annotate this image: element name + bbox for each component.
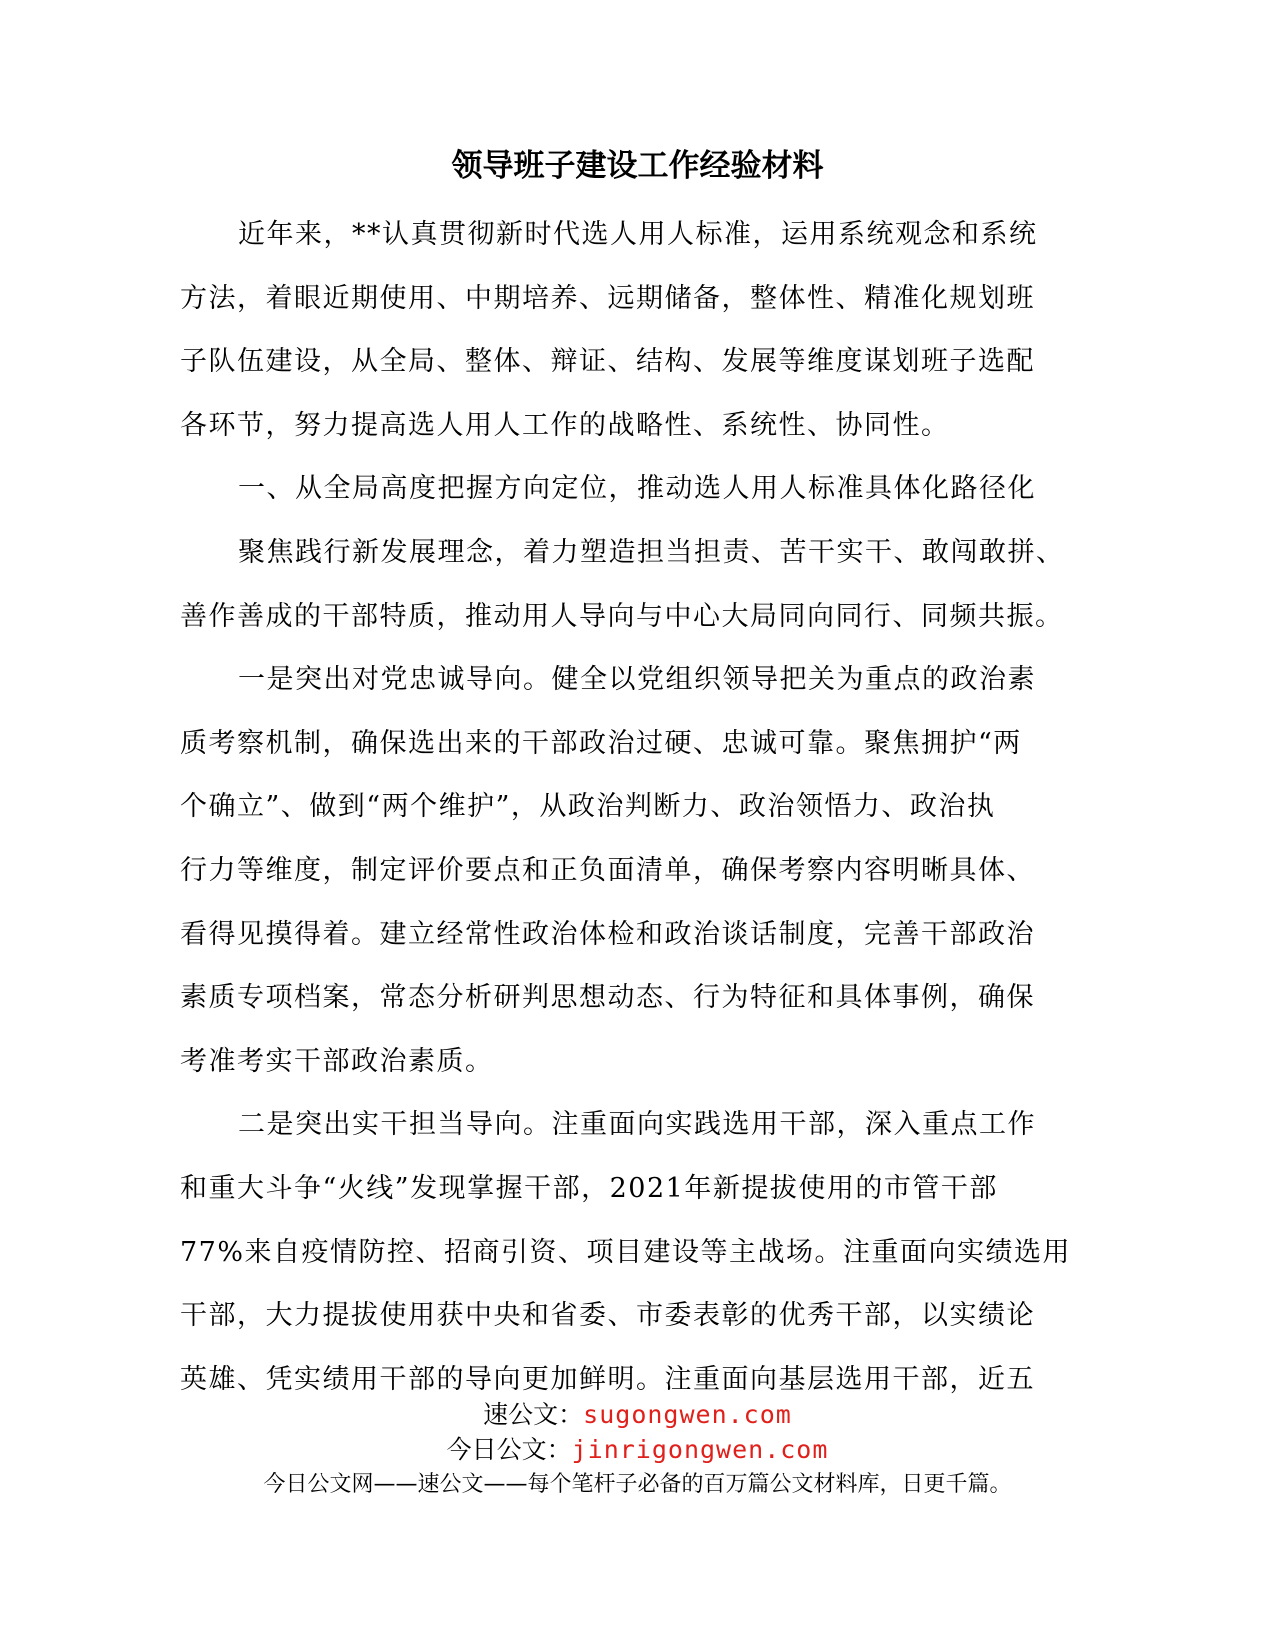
section-heading: 一、从全局高度把握方向定位，推动选人用人标准具体化路径化 (238, 473, 1036, 505)
body-line: 善作善成的干部特质，推动用人导向与中心大局同向同行、同频共振。 (180, 600, 1064, 632)
document-title: 领导班子建设工作经验材料 (451, 148, 824, 184)
footer-link-sugongwen[interactable]: sugongwen.com (583, 1400, 792, 1429)
body-line: 方法，着眼近期使用、中期培养、远期储备，整体性、精准化规划班 (180, 282, 1035, 314)
body-line: 一是突出对党忠诚导向。健全以党组织领导把关为重点的政治素 (238, 664, 1036, 696)
document-body (180, 203, 1072, 1411)
watermark-footer (0, 1398, 1275, 1502)
body-line: 77%来自疫情防控、招商引资、项目建设等主战场。注重面向实绩选用 (180, 1236, 1072, 1268)
body-line: 考准考实干部政治素质。 (180, 1045, 494, 1077)
body-line: 聚焦践行新发展理念，着力塑造担当担责、苦干实干、敢闯敢拼、 (238, 536, 1065, 568)
body-line: 各环节，努力提高选人用人工作的战略性、系统性、协同性。 (180, 409, 950, 441)
body-line: 质考察机制，确保选出来的干部政治过硬、忠诚可靠。聚焦拥护“两 (180, 727, 1022, 759)
footer-label-sugongwen: 速公文： (483, 1400, 584, 1429)
body-line: 素质专项档案，常态分析研判思想动态、行为特征和具体事例，确保 (180, 982, 1035, 1014)
footer-tagline: 今日公文网——速公文——每个笔杆子必备的百万篇公文材料库，日更千篇。 (263, 1472, 1012, 1497)
body-line: 行力等维度，制定评价要点和正负面清单，确保考察内容明晰具体、 (180, 854, 1035, 886)
body-line: 看得见摸得着。建立经常性政治体检和政治谈话制度，完善干部政治 (180, 918, 1035, 950)
body-line: 英雄、凭实绩用干部的导向更加鲜明。注重面向基层选用干部，近五 (180, 1363, 1035, 1395)
body-line: 近年来，**认真贯彻新时代选人用人标准，运用系统观念和系统 (238, 219, 1038, 250)
footer-link-jinrigongwen[interactable]: jinrigongwen.com (571, 1435, 829, 1464)
body-line: 个确立”、做到“两个维护”，从政治判断力、政治领悟力、政治执 (180, 791, 996, 823)
body-line: 和重大斗争“火线”发现掌握干部，2021年新提拔使用的市管干部 (180, 1172, 998, 1204)
body-line: 二是突出实干担当导向。注重面向实践选用干部，深入重点工作 (238, 1109, 1036, 1141)
body-line: 干部，大力提拔使用获中央和省委、市委表彰的优秀干部，以实绩论 (180, 1300, 1035, 1332)
footer-label-jinrigongwen: 今日公文： (446, 1435, 572, 1464)
footer-line-jinrigongwen (0, 1433, 1275, 1468)
body-line: 子队伍建设，从全局、整体、辩证、结构、发展等维度谋划班子选配 (180, 346, 1035, 378)
footer-line-sugongwen (0, 1398, 1275, 1433)
